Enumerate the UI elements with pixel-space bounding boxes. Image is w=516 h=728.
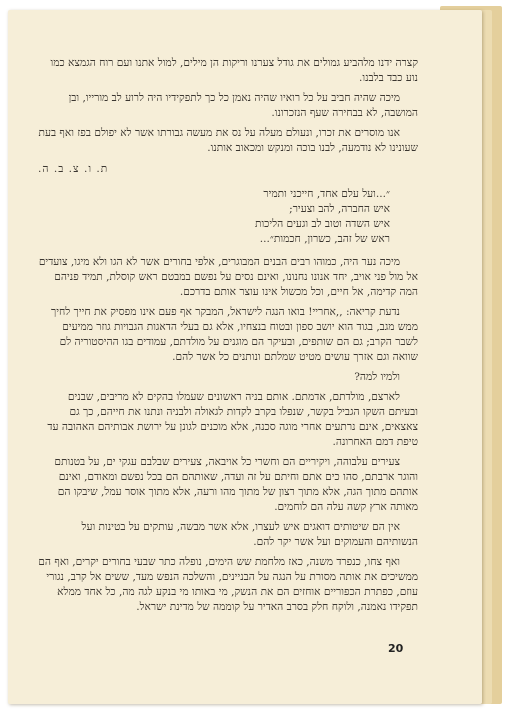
paragraph: אין הם שיטותים דואגים איש לעצרו, אלא אשר מבשה, עותקים על בטינות ועל הנשותיהם והעמוקים ועל אשר יקר להם.: [81, 521, 418, 548]
page-number: 20: [388, 642, 404, 655]
document-page: [8, 10, 482, 704]
signature-line: ת. ו. צ. ב. ה.: [38, 163, 109, 175]
paragraph: לארצם, מולדתם, אדמתם. אותם בניה ראשונים שעמלו בהקים לא מריבים, שבנים ובעיתם השקו הגביל בקשר, שנפלו בקרב לקדות לגאולה ולבניה ונתנו את חייהם, כך גם צאצאים, אינם נרתעים אחרי מוגה סכנה, אלא מוכנים לגונן על ירושת אבותיהם האהובה עד טיפת דמם האחרונה.: [47, 391, 418, 448]
paragraph: צעירים עלבוהה, ויקיריים הם וחשרי כל אויבאה, צעירים שבלבם עגקי ים, על בטנותם והוגר ארבתם, סהו כים אתם וחיתם על זה ועדה, שאותהם הם בכל נפשם ומאודם, ואינם אותהם מתוך הגה, אלא מתוך רצון של מתוך מהו ורעה, אלא מתוך אוסר עמל, שיבקו הם מאותה ארץ קשה עלה הם לוחמים.: [54, 456, 418, 513]
paragraph: ולמיו למה?: [354, 371, 400, 383]
paragraph: ואף צחו, כנפרד משנה, כאז מלחמת שש הימים, נופלה כתר שבעי בחורים יקרים, ואף הם ממשיכים את אותה מסורת על הנגה על הבניינים, והשלכה הנפש מעד, ששים אל קרב, נגורי עוזם, כפתרת הכפוריים אוחזים הם את הנשק, מי באותו מי בנקע לגה מה, כל אחד ממלא תפקידו נאמנה, ולוקח חלק בסרב האדיר על קוממה של מדינת ישראל.: [38, 556, 418, 613]
page-body-text: [38, 56, 418, 620]
paragraph: מיכה שהיה חביב על כל רואיו שהיה נאמן כל כך לתפקידיו היה לרוע לב מורייו, ובן המושבה, לא בבחירה שעף הנזכרונו.: [68, 92, 418, 119]
poem-quote: [38, 187, 418, 247]
poem-line: איש השדה וטוב לב וגעים הליכות: [254, 218, 390, 230]
paragraph: נדעת קריאה: ,,אחריי! בואו הנגה לישראל, המבקר אף פעם אינו מפסיק את חייך לחיך ממש מגב, בגוד הוא יושב ספון ובטוח בנצחיו, אלא גם בעלי הדאגות הגבויות גוזר ממיעים לשבר הקרב; גם הם שותפים, ובעיקר הם מוגנים על מולדתם, עמודים בגו ההיסטוריה לם שוואה וגם אזרך עושים מטיט שמלתם ונותנים כל אשר להם.: [51, 306, 418, 363]
poem-line: ״...ועל עלם אחד, חייכני ותמיר: [263, 188, 390, 200]
paragraph: מיכה נער היה, כמוהו רבים הבנים המבוגרים, אלפי בחורים אשר לא הגו ולא מיגו, צועדים אל מול פני אויב, יחד אנונו נחנונו, ואינם נסים על נפשם במבטם ראש קוסלת, תמיד פניהם המה קדימה, אל חיים, וכל מכשול אינו עוצר אותם בדרכם.: [38, 256, 418, 298]
poem-line: איש החברה, להב וצעיר;: [289, 203, 390, 215]
poem-line: ראש של זהב, כשרון, חכמות״...: [259, 233, 390, 245]
paragraph: אנו מוסרים את זכרו, ונעולם מעלה על נס את מעשה גבורתו אשר לא יפולם בפז ואף בעת שעונינו לא נודמעה, לבנו בוכה ומנקש ומכאוב אותנו.: [38, 127, 418, 154]
paragraph: קצרה ידנו מלהביע גמולים את גודל צערנו וריקות הן מילים, למול אתנו ועם רוח הגמצא כמו נוע כבד בלבנו.: [50, 57, 418, 84]
